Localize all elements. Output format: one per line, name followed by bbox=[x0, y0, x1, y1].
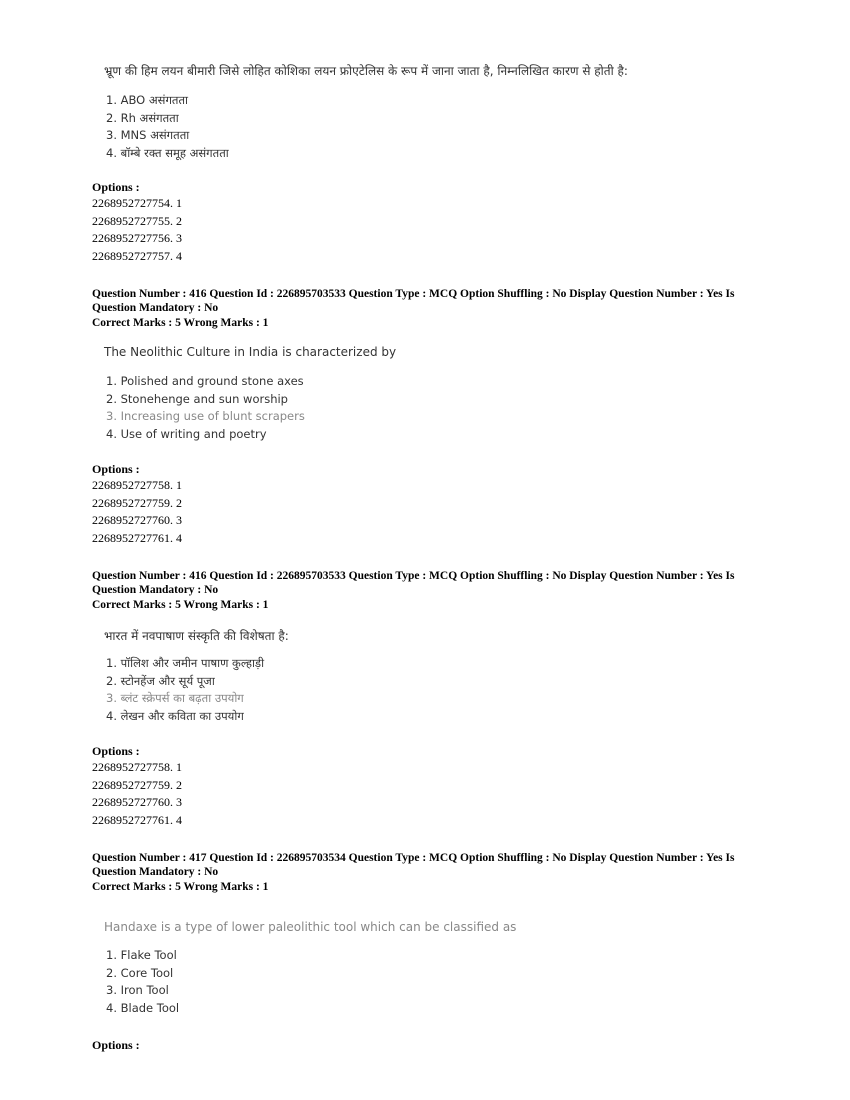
options-heading: Options : bbox=[92, 744, 140, 758]
choice-item: 1. Polished and ground stone axes bbox=[106, 374, 304, 388]
marks-line: Correct Marks : 5 Wrong Marks : 1 bbox=[92, 599, 269, 611]
choice-item: 1. ABO असंगतता bbox=[106, 93, 189, 107]
question-stem: Handaxe is a type of lower paleolithic tool which can be classified as bbox=[104, 920, 517, 934]
choice-item: 1. Flake Tool bbox=[106, 948, 177, 962]
choice-list bbox=[106, 655, 264, 725]
choice-item: 3. ब्लंट स्क्रेपर्स का बढ़ता उपयोग bbox=[106, 691, 244, 706]
options-heading: Options : bbox=[92, 1038, 140, 1052]
question-meta: Question Number : 416 Question Id : 226895703533 Question Type : MCQ Option Shuffling : No Display Question Number : Yes Is Question Mandatory : No bbox=[92, 288, 735, 314]
question-stem: भ्रूण की हिम लयन बीमारी जिसे लोहित कोशिका लयन फ्रोएटेलिस के रूप में जाना जाता है, निम्नलिखित कारण से होती है: bbox=[104, 64, 628, 78]
choice-item: 2. Core Tool bbox=[106, 965, 174, 980]
question-meta: Question Number : 417 Question Id : 226895703534 Question Type : MCQ Option Shuffling : No Display Question Number : Yes Is Question Mandatory : No bbox=[92, 852, 735, 878]
options-heading: Options : bbox=[92, 462, 140, 476]
option-id-list bbox=[92, 195, 182, 266]
choice-item: 3. MNS असंगतता bbox=[106, 128, 190, 143]
marks-line: Correct Marks : 5 Wrong Marks : 1 bbox=[92, 881, 269, 893]
option-id: 2268952727758. 1 bbox=[92, 760, 182, 774]
option-id: 2268952727754. 1 bbox=[92, 196, 182, 210]
option-id: 2268952727761. 4 bbox=[92, 813, 182, 828]
choice-item: 2. Stonehenge and sun worship bbox=[106, 391, 288, 406]
option-id: 2268952727759. 2 bbox=[92, 777, 182, 792]
choice-item: 1. पॉलिश और जमीन पाषाण कुल्हाड़ी bbox=[106, 656, 265, 670]
option-id: 2268952727756. 3 bbox=[92, 231, 182, 246]
choice-list bbox=[106, 92, 229, 162]
choice-item: 4. Blade Tool bbox=[106, 1000, 180, 1015]
choice-item: 2. Rh असंगतता bbox=[106, 110, 179, 125]
option-id-list bbox=[92, 477, 182, 548]
choice-item: 3. Increasing use of blunt scrapers bbox=[106, 409, 305, 424]
choice-list bbox=[106, 373, 305, 443]
option-id: 2268952727760. 3 bbox=[92, 795, 182, 810]
option-id: 2268952727757. 4 bbox=[92, 249, 182, 264]
option-id: 2268952727760. 3 bbox=[92, 513, 182, 528]
marks-line: Correct Marks : 5 Wrong Marks : 1 bbox=[92, 317, 269, 329]
question-stem: भारत में नवपाषाण संस्कृति की विशेषता है: bbox=[104, 629, 289, 643]
choice-item: 4. बॉम्बे रक्त समूह असंगतता bbox=[106, 145, 229, 160]
choice-item: 3. Iron Tool bbox=[106, 983, 169, 998]
options-heading: Options : bbox=[92, 180, 140, 194]
choice-item: 2. स्टोनहेंज और सूर्य पूजा bbox=[106, 673, 215, 688]
choice-item: 4. लेखन और कविता का उपयोग bbox=[106, 708, 244, 723]
question-meta: Question Number : 416 Question Id : 226895703533 Question Type : MCQ Option Shuffling : No Display Question Number : Yes Is Question Mandatory : No bbox=[92, 570, 735, 596]
question-stem: The Neolithic Culture in India is characterized by bbox=[104, 345, 397, 359]
option-id: 2268952727758. 1 bbox=[92, 478, 182, 492]
option-id: 2268952727759. 2 bbox=[92, 495, 182, 510]
option-id: 2268952727755. 2 bbox=[92, 213, 182, 228]
choice-list bbox=[106, 947, 179, 1017]
choice-item: 4. Use of writing and poetry bbox=[106, 426, 267, 441]
option-id-list bbox=[92, 759, 182, 830]
option-id: 2268952727761. 4 bbox=[92, 531, 182, 546]
